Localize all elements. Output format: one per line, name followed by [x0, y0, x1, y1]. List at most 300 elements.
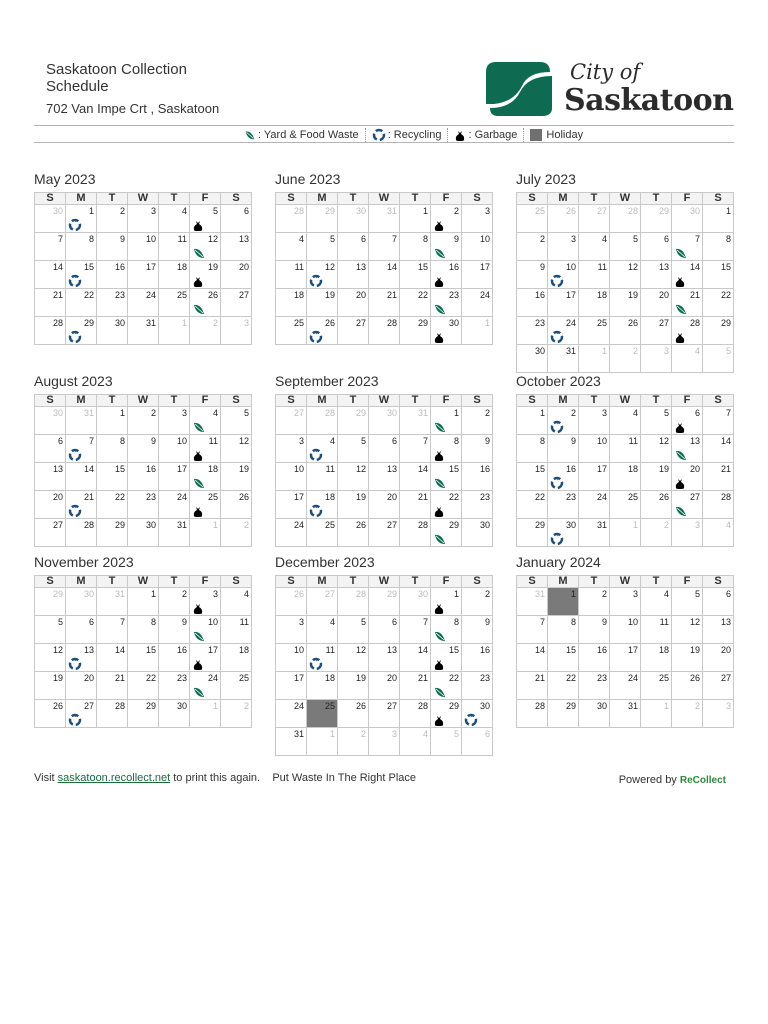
month-table	[275, 192, 493, 345]
day-cell	[548, 289, 579, 317]
day-number: 28	[83, 520, 94, 530]
day-number: 28	[417, 520, 428, 530]
day-cell	[338, 728, 369, 756]
day-cell	[400, 728, 431, 756]
recycling-icon	[372, 128, 386, 142]
day-cell	[672, 317, 703, 345]
week-row	[35, 463, 252, 491]
day-cell	[159, 317, 190, 345]
day-cell	[128, 261, 159, 289]
day-cell	[703, 463, 734, 491]
day-cell	[369, 435, 400, 463]
day-number: 27	[238, 290, 249, 300]
day-number: 9	[539, 262, 545, 272]
day-number: 4	[329, 436, 335, 446]
day-number: 16	[565, 464, 576, 474]
day-cell	[159, 491, 190, 519]
day-cell	[431, 519, 462, 547]
day-cell	[190, 644, 221, 672]
week-row	[517, 519, 734, 547]
day-number: 18	[293, 290, 304, 300]
day-number: 28	[417, 701, 428, 711]
day-number: 2	[243, 520, 249, 530]
month-table	[516, 192, 734, 373]
day-cell	[338, 491, 369, 519]
day-cell	[641, 317, 672, 345]
leaf-icon	[674, 448, 688, 462]
day-cell	[276, 616, 307, 644]
day-number: 26	[355, 701, 366, 711]
day-cell	[610, 519, 641, 547]
month-calendar	[516, 553, 734, 728]
day-number: 22	[83, 290, 94, 300]
weekday-header: F	[190, 576, 221, 588]
day-cell	[672, 407, 703, 435]
day-number: 3	[298, 436, 304, 446]
day-cell	[703, 407, 734, 435]
day-number: 30	[176, 701, 187, 711]
day-number: 31	[565, 346, 576, 356]
day-number: 15	[448, 645, 459, 655]
garbage-bag-icon	[192, 601, 206, 615]
weekday-header: S	[462, 576, 493, 588]
day-number: 10	[479, 234, 490, 244]
weekday-header: T	[579, 576, 610, 588]
address: 702 Van Impe Crt , Saskatoon	[46, 101, 220, 116]
day-cell	[221, 435, 252, 463]
weekday-header: T	[338, 395, 369, 407]
day-cell	[548, 700, 579, 728]
day-number: 25	[207, 492, 218, 502]
day-number: 13	[658, 262, 669, 272]
day-cell	[672, 588, 703, 616]
day-number: 23	[479, 492, 490, 502]
day-number: 10	[596, 436, 607, 446]
day-number: 23	[534, 318, 545, 328]
weekday-header: W	[369, 193, 400, 205]
day-number: 16	[534, 290, 545, 300]
day-cell	[35, 672, 66, 700]
day-cell	[517, 700, 548, 728]
day-number: 26	[355, 520, 366, 530]
day-cell	[221, 588, 252, 616]
day-cell	[276, 261, 307, 289]
week-row	[517, 261, 734, 289]
day-cell	[703, 289, 734, 317]
week-row	[276, 435, 493, 463]
month-calendar	[34, 553, 252, 728]
leaf-icon	[192, 629, 206, 643]
day-cell	[276, 205, 307, 233]
day-number: 8	[725, 234, 731, 244]
week-row	[35, 317, 252, 345]
day-number: 8	[422, 234, 428, 244]
day-cell	[190, 233, 221, 261]
month-calendar	[275, 553, 493, 756]
day-cell	[431, 588, 462, 616]
day-number: 24	[293, 701, 304, 711]
day-number: 11	[597, 262, 607, 272]
day-cell	[610, 491, 641, 519]
day-cell	[221, 644, 252, 672]
weekday-header: T	[338, 576, 369, 588]
day-number: 3	[694, 520, 700, 530]
month-table	[34, 192, 252, 345]
day-number: 21	[114, 673, 125, 683]
day-cell	[517, 407, 548, 435]
day-cell	[190, 317, 221, 345]
day-cell	[221, 233, 252, 261]
day-cell	[128, 407, 159, 435]
day-number: 13	[238, 234, 249, 244]
week-row	[35, 519, 252, 547]
day-cell	[128, 289, 159, 317]
day-cell	[579, 491, 610, 519]
day-cell	[307, 289, 338, 317]
day-number: 11	[325, 645, 335, 655]
day-cell	[35, 588, 66, 616]
day-number: 9	[181, 617, 187, 627]
day-number: 27	[386, 701, 397, 711]
day-cell	[703, 317, 734, 345]
day-cell	[338, 407, 369, 435]
week-row	[517, 345, 734, 373]
day-cell	[548, 261, 579, 289]
day-number: 15	[720, 262, 731, 272]
day-cell	[431, 491, 462, 519]
month-calendar	[275, 170, 493, 345]
week-row	[276, 672, 493, 700]
day-number: 17	[207, 645, 218, 655]
day-number: 25	[658, 673, 669, 683]
day-cell	[703, 519, 734, 547]
day-number: 10	[176, 436, 187, 446]
day-cell	[190, 588, 221, 616]
weekday-header: M	[66, 395, 97, 407]
day-number: 1	[88, 206, 94, 216]
weekday-header: T	[338, 193, 369, 205]
day-number: 10	[207, 617, 218, 627]
day-number: 16	[448, 262, 459, 272]
day-number: 26	[207, 290, 218, 300]
weekday-header: S	[462, 395, 493, 407]
month-title: November 2023	[34, 554, 134, 570]
day-number: 10	[293, 464, 304, 474]
weekday-header: W	[369, 395, 400, 407]
garbage-bag-icon	[674, 420, 688, 434]
day-number: 30	[565, 520, 576, 530]
day-number: 30	[145, 520, 156, 530]
weekday-header: F	[431, 395, 462, 407]
day-number: 1	[453, 408, 459, 418]
day-cell	[672, 345, 703, 373]
day-cell	[159, 407, 190, 435]
day-cell	[221, 616, 252, 644]
garbage-bag-icon	[433, 601, 447, 615]
day-number: 14	[417, 645, 428, 655]
day-cell	[548, 205, 579, 233]
day-cell	[641, 435, 672, 463]
day-cell	[641, 463, 672, 491]
day-number: 27	[293, 408, 304, 418]
day-cell	[369, 289, 400, 317]
day-cell	[66, 233, 97, 261]
day-cell	[190, 616, 221, 644]
legend-yard	[238, 127, 365, 143]
day-number: 25	[176, 290, 187, 300]
day-number: 6	[694, 408, 700, 418]
day-cell	[369, 407, 400, 435]
recollect-link[interactable]: saskatoon.recollect.net	[57, 772, 171, 784]
day-number: 18	[238, 645, 249, 655]
day-number: 18	[207, 464, 218, 474]
day-cell	[97, 261, 128, 289]
day-number: 11	[628, 436, 638, 446]
day-number: 7	[391, 234, 397, 244]
day-number: 24	[145, 290, 156, 300]
month-table	[34, 575, 252, 728]
weekday-header: W	[128, 576, 159, 588]
day-cell	[97, 289, 128, 317]
day-number: 5	[725, 346, 731, 356]
day-cell	[579, 205, 610, 233]
week-row	[276, 289, 493, 317]
day-cell	[610, 233, 641, 261]
day-number: 10	[145, 234, 156, 244]
day-cell	[97, 463, 128, 491]
day-cell	[517, 233, 548, 261]
week-row	[517, 233, 734, 261]
day-number: 18	[176, 262, 187, 272]
day-number: 14	[417, 464, 428, 474]
day-number: 1	[484, 318, 490, 328]
day-number: 4	[694, 346, 700, 356]
day-number: 29	[658, 206, 669, 216]
day-number: 21	[417, 492, 428, 502]
day-cell	[548, 463, 579, 491]
day-cell	[35, 233, 66, 261]
day-cell	[641, 700, 672, 728]
day-number: 14	[114, 645, 125, 655]
day-number: 4	[632, 408, 638, 418]
week-row	[276, 644, 493, 672]
day-number: 15	[534, 464, 545, 474]
day-cell	[338, 519, 369, 547]
week-row	[517, 407, 734, 435]
page-title: Saskatoon Collection Schedule	[46, 61, 187, 95]
day-cell	[190, 435, 221, 463]
day-number: 17	[565, 290, 576, 300]
day-number: 2	[150, 408, 156, 418]
day-number: 5	[453, 729, 459, 739]
weekday-header: M	[66, 576, 97, 588]
day-number: 5	[57, 617, 63, 627]
day-number: 20	[386, 492, 397, 502]
day-number: 29	[448, 701, 459, 711]
garbage-bag-icon	[192, 274, 206, 288]
day-number: 22	[534, 492, 545, 502]
day-number: 1	[601, 346, 607, 356]
day-cell	[703, 616, 734, 644]
day-number: 4	[422, 729, 428, 739]
day-number: 1	[663, 701, 669, 711]
day-number: 23	[565, 492, 576, 502]
day-number: 2	[360, 729, 366, 739]
day-number: 6	[663, 234, 669, 244]
day-number: 18	[596, 290, 607, 300]
day-cell	[159, 205, 190, 233]
weekday-header: S	[35, 395, 66, 407]
day-number: 16	[176, 645, 187, 655]
logo-text-city-of: City of	[570, 60, 641, 84]
weekday-header: T	[159, 395, 190, 407]
day-cell	[221, 205, 252, 233]
day-number: 21	[689, 290, 700, 300]
day-cell	[159, 644, 190, 672]
recycling-icon	[309, 657, 323, 671]
day-cell	[641, 407, 672, 435]
day-number: 15	[448, 464, 459, 474]
leaf-icon	[433, 629, 447, 643]
day-number: 3	[243, 318, 249, 328]
day-number: 22	[720, 290, 731, 300]
logo-text-saskatoon: Saskatoon	[564, 83, 734, 118]
day-number: 8	[119, 436, 125, 446]
weekday-header: S	[462, 193, 493, 205]
day-cell	[369, 491, 400, 519]
day-number: 27	[386, 520, 397, 530]
day-number: 6	[391, 617, 397, 627]
day-cell	[97, 616, 128, 644]
day-cell	[462, 519, 493, 547]
day-number: 29	[324, 206, 335, 216]
day-cell	[97, 700, 128, 728]
day-number: 9	[484, 617, 490, 627]
weekday-header: S	[221, 395, 252, 407]
weekday-header: M	[548, 395, 579, 407]
day-number: 29	[52, 589, 63, 599]
day-cell	[35, 644, 66, 672]
garbage-bag-icon	[192, 448, 206, 462]
day-number: 1	[453, 589, 459, 599]
month-title: December 2023	[275, 554, 375, 570]
day-number: 20	[52, 492, 63, 502]
week-row	[517, 644, 734, 672]
leaf-icon	[433, 246, 447, 260]
day-number: 15	[83, 262, 94, 272]
day-number: 28	[355, 589, 366, 599]
weekday-header: F	[672, 395, 703, 407]
recycling-icon	[309, 274, 323, 288]
weekday-header: M	[66, 193, 97, 205]
day-number: 8	[570, 617, 576, 627]
day-cell	[307, 728, 338, 756]
day-number: 18	[324, 673, 335, 683]
day-cell	[338, 435, 369, 463]
day-number: 11	[294, 262, 304, 272]
day-number: 23	[448, 290, 459, 300]
month-calendar	[516, 170, 734, 373]
day-cell	[66, 407, 97, 435]
day-cell	[35, 407, 66, 435]
legend-recycling-label: : Recycling	[387, 129, 442, 141]
leaf-icon	[674, 302, 688, 316]
day-number: 3	[570, 234, 576, 244]
day-cell	[221, 463, 252, 491]
day-number: 13	[355, 262, 366, 272]
week-row	[35, 205, 252, 233]
day-cell	[338, 463, 369, 491]
city-logo	[484, 58, 734, 120]
day-cell	[159, 519, 190, 547]
recycling-icon	[68, 448, 82, 462]
day-cell	[579, 435, 610, 463]
day-cell	[128, 463, 159, 491]
day-cell	[431, 233, 462, 261]
week-row	[276, 261, 493, 289]
day-number: 3	[391, 729, 397, 739]
day-cell	[517, 519, 548, 547]
day-number: 13	[720, 617, 731, 627]
day-cell	[307, 463, 338, 491]
day-cell	[190, 672, 221, 700]
day-number: 28	[627, 206, 638, 216]
day-cell	[66, 700, 97, 728]
day-number: 14	[83, 464, 94, 474]
weekday-header: W	[369, 576, 400, 588]
day-cell	[35, 491, 66, 519]
day-number: 20	[83, 673, 94, 683]
day-number: 7	[88, 436, 94, 446]
day-cell	[221, 672, 252, 700]
day-cell	[431, 407, 462, 435]
day-number: 21	[720, 464, 731, 474]
day-number: 2	[694, 701, 700, 711]
garbage-bag-icon	[192, 657, 206, 671]
day-cell	[517, 616, 548, 644]
day-number: 30	[386, 408, 397, 418]
day-cell	[431, 728, 462, 756]
day-number: 24	[176, 492, 187, 502]
day-cell	[338, 588, 369, 616]
day-number: 6	[391, 436, 397, 446]
day-number: 9	[150, 436, 156, 446]
day-number: 20	[658, 290, 669, 300]
week-row	[276, 407, 493, 435]
day-cell	[307, 616, 338, 644]
day-number: 31	[176, 520, 187, 530]
day-number: 19	[355, 673, 366, 683]
day-number: 15	[417, 262, 428, 272]
week-row	[517, 205, 734, 233]
day-number: 26	[658, 492, 669, 502]
week-row	[517, 317, 734, 345]
month-title: September 2023	[275, 373, 379, 389]
day-number: 3	[484, 206, 490, 216]
day-cell	[369, 588, 400, 616]
weekday-header: W	[128, 395, 159, 407]
week-row	[35, 588, 252, 616]
day-number: 13	[52, 464, 63, 474]
day-number: 12	[689, 617, 700, 627]
day-number: 29	[565, 701, 576, 711]
day-cell	[369, 233, 400, 261]
weekday-header: W	[128, 193, 159, 205]
month-table	[275, 575, 493, 756]
day-cell	[400, 644, 431, 672]
day-cell	[276, 407, 307, 435]
day-number: 20	[689, 464, 700, 474]
